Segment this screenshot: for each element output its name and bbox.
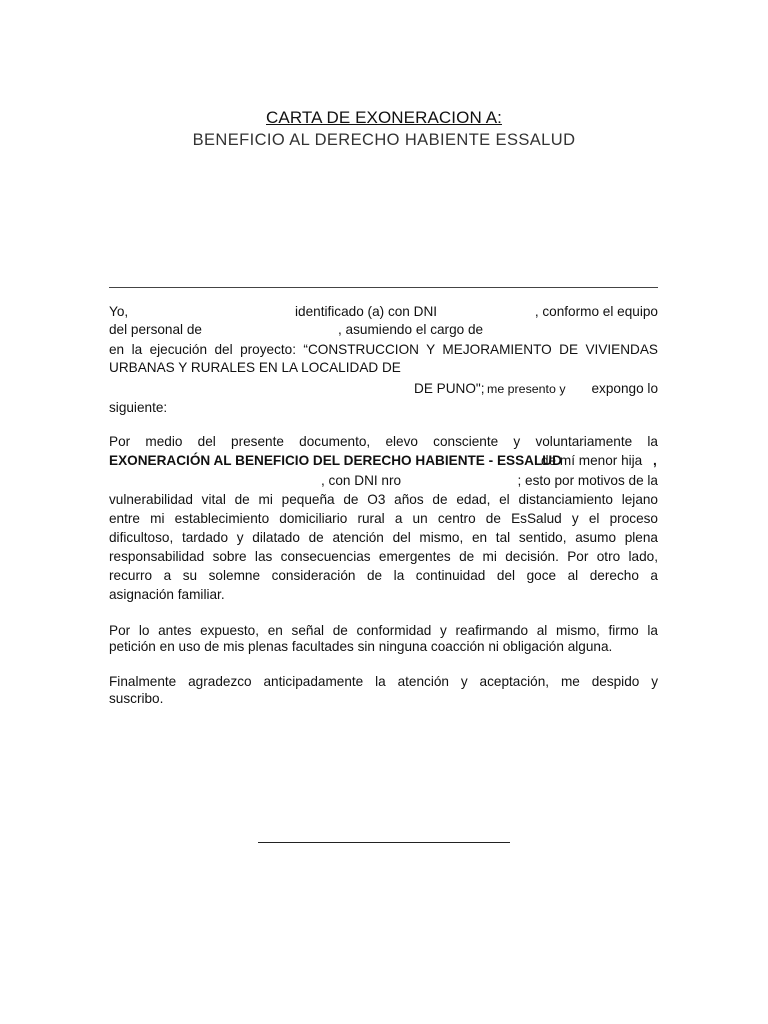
intro-yo: Yo, (109, 304, 129, 319)
intro-identificado: identificado (a) con DNI (295, 304, 438, 319)
p1-line-1: Por medio del presente documento, elevo consciente y voluntariamente la (109, 434, 658, 449)
p1-line-5: entre mi establecimiento domiciliario rural a un centro de EsSalud y el proceso (109, 511, 658, 526)
intro-line-1 (109, 303, 658, 321)
intro-conformo: , conformo el equipo (534, 304, 658, 319)
p3-line-2: suscribo. (109, 691, 164, 706)
intro-line-2 (109, 321, 658, 339)
p2-line-1: Por lo antes expuesto, en señal de conformidad y reafirmando al mismo, firmo la (109, 623, 658, 638)
p1-line-4: vulnerabilidad vital de mi pequeña de O3 años de edad, el distanciamiento lejano (109, 492, 658, 507)
letter-subtitle: BENEFICIO AL DERECHO HABIENTE ESSALUD (192, 131, 576, 149)
p1-line-7: responsabilidad sobre las consecuencias emergentes de mi decisión. Por otro lado, (109, 549, 658, 564)
exoneracion-bold: EXONERACIÓN AL BENEFICIO DEL DERECHO HABIENTE - ESSALUD (109, 453, 562, 468)
header-divider (109, 287, 658, 288)
intro-line-5 (109, 380, 658, 398)
p2-line-2: petición en uso de mis plenas facultades sin ninguna coacción ni obligación alguna. (109, 639, 613, 654)
p1-menor-hija: de mí menor hija (541, 453, 643, 468)
intro-puno: DE PUNO"; (414, 381, 485, 396)
p1-line-8: recurro a su solemne consideración de la continuidad del goce al derecho a (109, 568, 658, 583)
intro-asumiendo: , asumiendo el cargo de (338, 322, 484, 337)
p1-dni-nro: , con DNI nro (321, 473, 402, 488)
intro-me-presento: me presento y (487, 382, 566, 396)
letter-title: CARTA DE EXONERACION A: (266, 108, 502, 127)
p1-line-2 (109, 452, 658, 470)
intro-personal: del personal de (109, 322, 202, 337)
p1-comma: , (653, 453, 657, 468)
p1-line-3 (109, 472, 658, 490)
intro-expongo: expongo lo (591, 381, 658, 396)
intro-line-6: siguiente: (109, 400, 168, 415)
intro-line-4: URBANAS Y RURALES EN LA LOCALIDAD DE (109, 360, 401, 375)
p3-line-1: Finalmente agradezco anticipadamente la atención y aceptación, me despido y (109, 674, 658, 689)
intro-line-3: en la ejecución del proyecto: “CONSTRUCCION Y MEJORAMIENTO DE VIVIENDAS (109, 342, 658, 357)
p1-line-6: dificultoso, tardado y dilatado de atención del mismo, en tal sentido, asumo plena (109, 530, 658, 545)
p1-motivos: ; esto por motivos de la (517, 473, 658, 488)
p1-line-9: asignación familiar. (109, 587, 225, 602)
signature-line (258, 842, 510, 843)
